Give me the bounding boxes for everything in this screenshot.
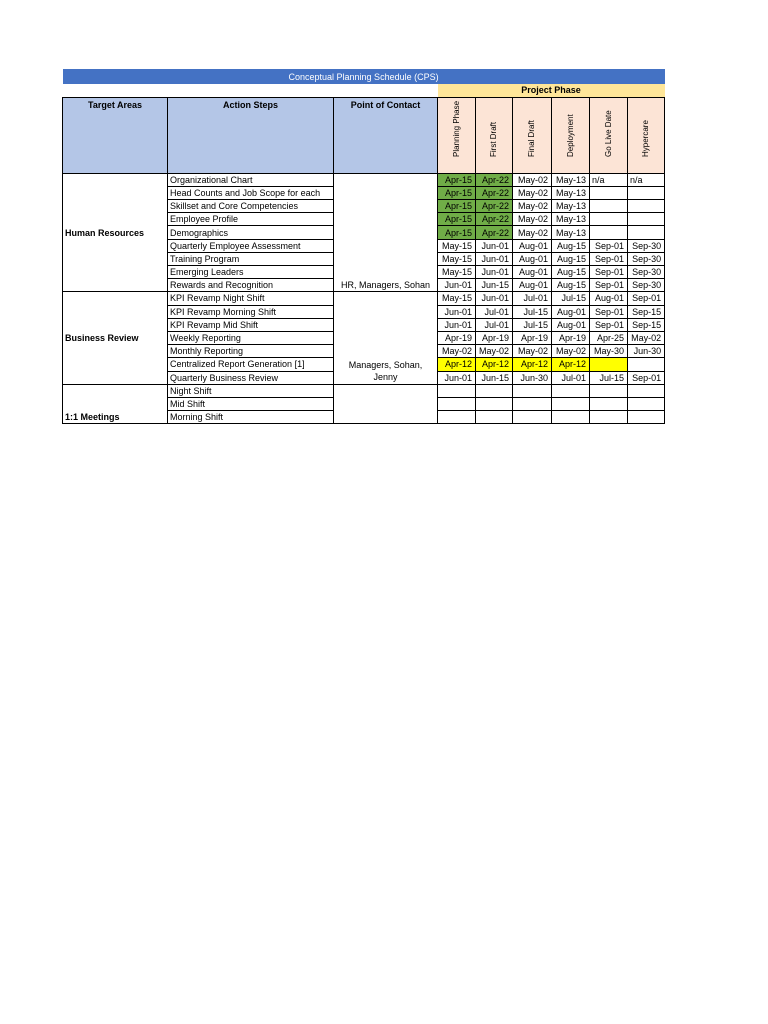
date-cell: Sep-15 <box>628 305 665 318</box>
action-step-cell: Night Shift <box>168 384 334 397</box>
action-step-cell: Quarterly Employee Assessment <box>168 239 334 252</box>
date-cell: May-13 <box>552 226 590 239</box>
date-cell: Sep-01 <box>590 266 628 279</box>
date-cell: Jul-15 <box>513 305 552 318</box>
table-row <box>63 384 665 397</box>
action-step-cell: Rewards and Recognition <box>168 279 334 292</box>
date-cell: Jun-01 <box>438 371 476 384</box>
date-cell <box>590 411 628 424</box>
date-cell: Apr-19 <box>513 331 552 344</box>
date-cell: n/a <box>590 173 628 186</box>
date-cell: Jul-15 <box>513 318 552 331</box>
action-step-cell: Monthly Reporting <box>168 345 334 358</box>
date-cell: Aug-15 <box>552 279 590 292</box>
point-of-contact-cell <box>334 384 438 424</box>
date-cell: Jun-15 <box>476 371 513 384</box>
action-step-cell: Morning Shift <box>168 411 334 424</box>
date-cell <box>476 411 513 424</box>
date-cell: Aug-01 <box>513 279 552 292</box>
action-step-cell: Head Counts and Job Scope for each <box>168 186 334 199</box>
date-cell: Apr-15 <box>438 200 476 213</box>
date-cell: Apr-15 <box>438 226 476 239</box>
date-cell: May-02 <box>513 345 552 358</box>
action-step-cell: Weekly Reporting <box>168 331 334 344</box>
target-area-cell: 1:1 Meetings <box>63 384 168 424</box>
date-cell: Sep-30 <box>628 252 665 265</box>
date-cell: Apr-12 <box>476 358 513 371</box>
date-cell: May-02 <box>552 345 590 358</box>
date-cell: Sep-01 <box>590 318 628 331</box>
date-cell: Jul-01 <box>513 292 552 305</box>
action-step-cell: KPI Revamp Night Shift <box>168 292 334 305</box>
date-cell <box>590 186 628 199</box>
date-cell: Aug-15 <box>552 252 590 265</box>
date-cell: Sep-30 <box>628 239 665 252</box>
action-step-cell: Demographics <box>168 226 334 239</box>
planning-schedule-sheet <box>62 69 664 424</box>
date-cell: Apr-12 <box>438 358 476 371</box>
date-cell: May-02 <box>513 226 552 239</box>
date-cell: Jun-01 <box>476 252 513 265</box>
date-cell: May-02 <box>628 331 665 344</box>
date-cell: Aug-15 <box>552 266 590 279</box>
date-cell: Jul-15 <box>590 371 628 384</box>
date-cell <box>590 200 628 213</box>
phase-column-label: Final Draft <box>527 119 536 157</box>
date-cell: Apr-22 <box>476 200 513 213</box>
date-cell: Sep-01 <box>590 252 628 265</box>
date-cell: May-13 <box>552 173 590 186</box>
date-cell <box>552 411 590 424</box>
action-step-cell: Employee Profile <box>168 213 334 226</box>
date-cell: Jun-01 <box>438 279 476 292</box>
phase-column-header <box>628 97 665 173</box>
phase-column-label: Go Live Date <box>603 109 613 157</box>
action-step-cell: Skillset and Core Competencies <box>168 200 334 213</box>
action-step-cell: KPI Revamp Morning Shift <box>168 305 334 318</box>
date-cell: Aug-01 <box>590 292 628 305</box>
action-step-cell: Mid Shift <box>168 397 334 410</box>
date-cell: May-02 <box>513 173 552 186</box>
date-cell: Jun-01 <box>476 239 513 252</box>
phase-column-label: Deployment <box>565 114 575 157</box>
phase-column-header <box>476 97 513 173</box>
target-area-cell: Human Resources <box>63 173 168 292</box>
point-of-contact-cell: HR, Managers, Sohan <box>334 173 438 292</box>
action-step-cell: Organizational Chart <box>168 173 334 186</box>
date-cell: Jul-15 <box>552 292 590 305</box>
date-cell <box>590 397 628 410</box>
date-cell: Apr-12 <box>552 358 590 371</box>
date-cell: Jun-30 <box>513 371 552 384</box>
date-cell <box>628 226 665 239</box>
date-cell: May-15 <box>438 252 476 265</box>
phase-column-header <box>590 97 628 173</box>
date-cell: Aug-01 <box>552 318 590 331</box>
date-cell: Sep-01 <box>628 292 665 305</box>
action-steps-header: Action Steps <box>168 97 334 173</box>
date-cell <box>552 397 590 410</box>
date-cell: Sep-01 <box>590 239 628 252</box>
date-cell: Sep-30 <box>628 279 665 292</box>
date-cell: Apr-19 <box>476 331 513 344</box>
date-cell: Aug-01 <box>513 266 552 279</box>
date-cell: Jul-01 <box>476 318 513 331</box>
date-cell <box>628 384 665 397</box>
date-cell: May-13 <box>552 200 590 213</box>
phase-column-label: Planning Phase <box>451 100 461 157</box>
date-cell <box>552 384 590 397</box>
date-cell <box>513 384 552 397</box>
date-cell <box>590 213 628 226</box>
date-cell <box>590 384 628 397</box>
date-cell: n/a <box>628 173 665 186</box>
date-cell: May-13 <box>552 186 590 199</box>
project-phase-header: Project Phase <box>438 84 665 97</box>
date-cell <box>438 397 476 410</box>
phase-column-header <box>438 97 476 173</box>
date-cell <box>628 411 665 424</box>
blank-header-cell <box>63 84 438 97</box>
date-cell: Apr-25 <box>590 331 628 344</box>
date-cell <box>513 397 552 410</box>
action-step-cell: Centralized Report Generation [1] <box>168 358 334 371</box>
date-cell: May-02 <box>513 200 552 213</box>
date-cell: May-02 <box>513 186 552 199</box>
date-cell <box>628 200 665 213</box>
date-cell: Jun-01 <box>476 292 513 305</box>
date-cell: Apr-19 <box>552 331 590 344</box>
action-step-cell: Quarterly Business Review <box>168 371 334 384</box>
date-cell: May-15 <box>438 292 476 305</box>
date-cell: Apr-22 <box>476 213 513 226</box>
date-cell: May-15 <box>438 239 476 252</box>
point-of-contact-cell: Managers, Sohan, Jenny <box>334 292 438 384</box>
date-cell: Sep-15 <box>628 318 665 331</box>
date-cell: Aug-01 <box>513 252 552 265</box>
table-row <box>63 173 665 186</box>
date-cell: Apr-19 <box>438 331 476 344</box>
date-cell <box>438 384 476 397</box>
date-cell: May-30 <box>590 345 628 358</box>
date-cell: May-02 <box>476 345 513 358</box>
date-cell: May-02 <box>513 213 552 226</box>
schedule-table <box>62 69 665 424</box>
target-areas-header: Target Areas <box>63 97 168 173</box>
date-cell: Sep-01 <box>590 305 628 318</box>
action-step-cell: KPI Revamp Mid Shift <box>168 318 334 331</box>
date-cell <box>628 358 665 371</box>
date-cell: Aug-15 <box>552 239 590 252</box>
date-cell: Sep-30 <box>628 266 665 279</box>
phase-column-label: Hypercare <box>641 119 651 157</box>
date-cell: May-13 <box>552 213 590 226</box>
date-cell: Aug-01 <box>513 239 552 252</box>
action-step-cell: Training Program <box>168 252 334 265</box>
date-cell: May-02 <box>438 345 476 358</box>
phase-column-header <box>552 97 590 173</box>
date-cell: Jun-15 <box>476 279 513 292</box>
point-of-contact-header: Point of Contact <box>334 97 438 173</box>
date-cell: Apr-22 <box>476 186 513 199</box>
schedule-title: Conceptual Planning Schedule (CPS) <box>63 69 665 84</box>
date-cell: Sep-01 <box>628 371 665 384</box>
date-cell: May-15 <box>438 266 476 279</box>
date-cell: Apr-15 <box>438 213 476 226</box>
phase-column-header <box>513 97 552 173</box>
table-row <box>63 292 665 305</box>
date-cell <box>590 358 628 371</box>
date-cell <box>628 213 665 226</box>
action-step-cell: Emerging Leaders <box>168 266 334 279</box>
date-cell: Jul-01 <box>476 305 513 318</box>
date-cell: Apr-22 <box>476 173 513 186</box>
date-cell: Jul-01 <box>552 371 590 384</box>
date-cell: Apr-15 <box>438 186 476 199</box>
phase-column-label: First Draft <box>489 121 498 157</box>
date-cell <box>590 226 628 239</box>
date-cell: Apr-22 <box>476 226 513 239</box>
date-cell: Jun-01 <box>438 305 476 318</box>
date-cell <box>438 411 476 424</box>
date-cell <box>628 397 665 410</box>
target-area-cell: Business Review <box>63 292 168 384</box>
date-cell: Apr-15 <box>438 173 476 186</box>
date-cell: Apr-12 <box>513 358 552 371</box>
date-cell <box>628 186 665 199</box>
date-cell: Jun-01 <box>438 318 476 331</box>
date-cell: Jun-30 <box>628 345 665 358</box>
date-cell <box>513 411 552 424</box>
date-cell: Aug-01 <box>552 305 590 318</box>
date-cell <box>476 397 513 410</box>
date-cell: Jun-01 <box>476 266 513 279</box>
date-cell <box>476 384 513 397</box>
date-cell: Sep-01 <box>590 279 628 292</box>
